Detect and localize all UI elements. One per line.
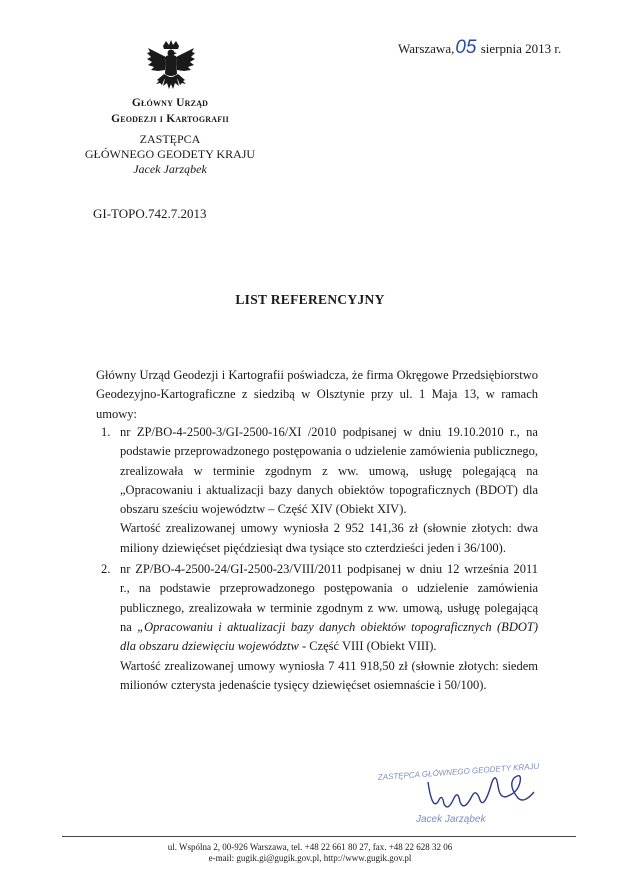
contract-value: Wartość zrealizowanej umowy wyniosła 7 411 918,50 zł (słownie złotych: siedem milionów czterysta jedenaście tysięcy dziewięćset osiemnaście i 50/100). [120,658,538,692]
reference-number: GI-TOPO.742.7.2013 [93,206,207,221]
document-date [398,37,561,59]
contract-description: nr ZP/BO-4-2500-3/GI-2500-16/XI /2010 podpisanej w dniu 19.10.2010 r., na podstawie przeprowadzonego postępowania o udzielenie zamówienia publicznego, zrealizowała w terminie zgodnym z ww. umową, usługę polegającą na „Opracowaniu i aktualizacji bazy danych obiektów topograficznych (BDOT) dla obszaru sześciu województw – Część XIV (Obiekt XIV). [120,425,538,517]
list-item-number: 1. [101,425,111,439]
list-item [96,560,538,695]
contract-value: Wartość zrealizowanej umowy wyniosła 2 952 141,36 zł (słownie złotych: dwa miliony dziewięćset pięćdziesiąt dwa tysiące sto czterdzieści jeden i 36/100). [120,521,538,555]
stamp-line2: Jacek Jarząbek [416,814,486,825]
stamp-signature [368,752,558,832]
intro-paragraph: Główny Urząd Geodezji i Kartografii poświadcza, że firma Okręgowe Przedsiębiorstwo Geodezyjno-Kartograficzne z siedzibą w Olsztynie przy ul. 1 Maja 13, w ramach umowy: [96,368,538,421]
deputy-name: Jacek Jarząbek [133,162,207,176]
date-prefix: Warszawa, [398,41,455,56]
institution-name-line2: Geodezji i Kartografii [111,113,229,125]
document-title: LIST REFERENCYJNY [235,292,385,307]
eagle-emblem-icon [146,40,196,98]
stamp-line1: ZASTĘPCA GŁÓWNEGO GEODETY KRAJU [377,761,540,782]
contract-text-before: nr ZP/BO-4-2500-24/GI-2500-23/VIII/2011 podpisanej w dniu 12 września 2011 r., na podstawie przeprowadzonego postępowania o udzielenie zamówienia publicznego, zrealizowała w terminie zgodnym z ww. umową, usługę polegającą na [120,562,538,634]
footer-divider [62,836,576,837]
deputy-title-line2: GŁÓWNEGO GEODETY KRAJU [84,147,256,161]
footer-contact: e-mail: gugik.gi@gugik.gov.pl, http://www.gugik.gov.pl [208,853,412,863]
footer-address: ul. Wspólna 2, 00-926 Warszawa, tel. +48 22 661 80 27, fax. +48 22 628 32 06 [167,842,453,852]
date-suffix: sierpnia 2013 r. [480,41,562,56]
date-day-handwritten: 05 [455,37,477,58]
list-item-number: 2. [101,562,111,577]
contract-description [120,560,538,656]
contract-subject-italic: „Opracowaniu i aktualizacji bazy danych obiektów topograficznych (BDOT) dla obszaru dziewięciu województw [120,619,538,654]
list-item [96,423,538,558]
contract-list [96,423,538,695]
signature-icon [428,776,534,807]
deputy-title-line1: ZASTĘPCA [139,132,201,146]
contract-text-after: - Część VIII (Obiekt VIII). [298,639,437,654]
institution-name-line1: Główny Urząd [131,97,209,109]
